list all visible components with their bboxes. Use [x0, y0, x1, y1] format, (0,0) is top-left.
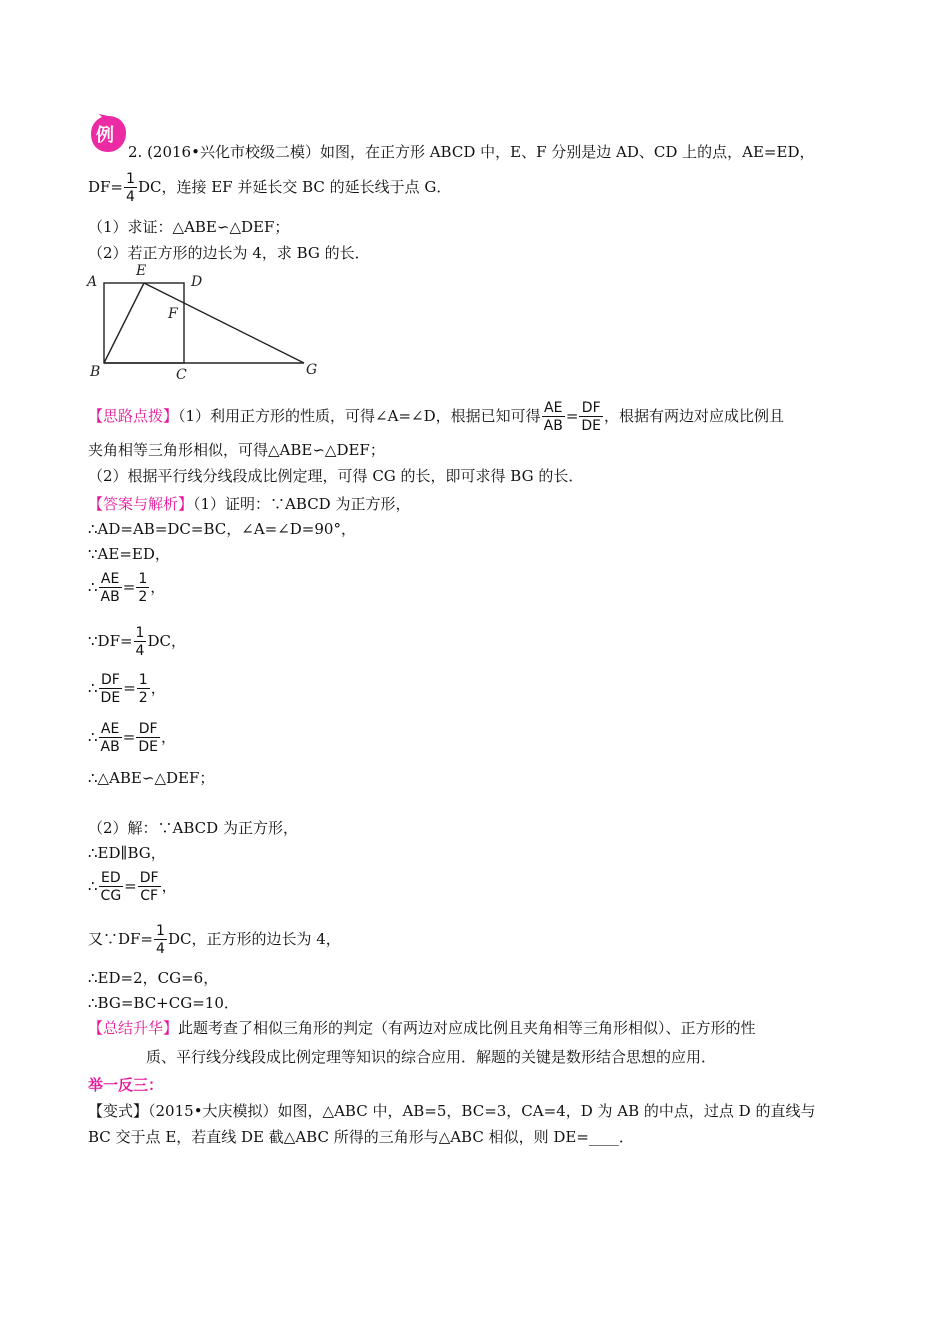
label-f: F: [168, 306, 178, 322]
fraction: [579, 401, 603, 433]
square-abcd: [104, 283, 184, 363]
practice-text-1: （2015•大庆模拟）如图，△ABC 中，AB=5，BC=3，CA=4，D 为 AB 的中点，过点 D 的直线与: [148, 1102, 816, 1120]
fraction-denominator: 2: [138, 589, 148, 605]
fraction-numerator: DF: [136, 722, 160, 738]
fraction-numerator: DF: [139, 870, 159, 886]
fraction-numerator: DF: [99, 673, 123, 689]
problem-line-2-pre: DF=: [88, 178, 124, 196]
equals-sign: =: [122, 728, 136, 746]
fraction-numerator: AE: [99, 572, 122, 588]
answer-part-2-step-2: [88, 871, 177, 903]
label-a: A: [87, 274, 98, 290]
fraction: [136, 572, 149, 604]
hint-line-3: （2）根据平行线分线段成比例定理，可得 CG 的长，即可求得 BG 的长．: [88, 467, 584, 485]
hint-tag: 【思路点拨】: [88, 407, 179, 425]
fraction-denominator: AB: [100, 589, 120, 605]
problem-line-2: [88, 172, 451, 204]
fraction-denominator: CG: [100, 888, 122, 904]
answer-step-1: ∴AD=AB=DC=BC，∠A=∠D=90°，: [88, 520, 356, 538]
step-prefix: ∴: [88, 578, 98, 596]
fraction: [99, 572, 122, 604]
label-b: B: [90, 364, 101, 380]
summary-text-1: 此题考查了相似三角形的判定（有两边对应成比例且夹角相等三角形相似）、正方形的性: [178, 1019, 756, 1037]
example-badge: [88, 114, 128, 154]
label-e: E: [136, 263, 147, 279]
equals-sign: =: [123, 679, 136, 697]
fraction-denominator: 4: [126, 189, 135, 205]
step-prefix: ∴: [88, 877, 98, 895]
answer-part-2-step-5: ∴BG=BC+CG=10．: [88, 994, 239, 1012]
fraction-numerator: 1: [138, 571, 148, 587]
answer-step-7: ∴△ABE∽△DEF；: [88, 769, 215, 787]
label-g: G: [306, 362, 318, 378]
problem-line-2-post: DC，连接 EF 并延长交 BC 的延长线于点 G．: [137, 178, 452, 196]
step-prefix: 又∵DF=: [88, 930, 154, 948]
hint-line-1-post: ，根据有两边对应成比例且: [604, 407, 785, 425]
fraction: [154, 924, 167, 956]
fraction-numerator: 1: [138, 672, 148, 688]
question-1: （1）求证：△ABE∽△DEF；: [88, 218, 290, 236]
equals-sign: =: [124, 877, 137, 895]
badge-label: 例: [96, 125, 114, 146]
label-c: C: [176, 367, 187, 383]
step-prefix: ∴: [88, 728, 98, 746]
fraction-denominator: 2: [138, 690, 148, 706]
practice-line-1: [88, 1101, 815, 1121]
fraction-denominator: DE: [581, 418, 602, 434]
answer-tag: 【答案与解析】: [88, 495, 194, 513]
step-prefix: ∵DF=: [88, 632, 133, 650]
fraction: [138, 871, 161, 903]
fraction-denominator: 4: [156, 941, 165, 957]
step-suffix: ，: [161, 877, 177, 895]
fraction-numerator: 1: [156, 923, 165, 939]
step-suffix: DC，: [147, 632, 186, 650]
fraction-numerator: AE: [99, 722, 122, 738]
hint-line-2: 夹角相等三角形相似，可得△ABE∽△DEF；: [88, 441, 385, 459]
equals-sign: =: [122, 578, 136, 596]
fraction: [542, 401, 565, 433]
fraction-denominator: 4: [135, 643, 145, 659]
question-2: （2）若正方形的边长为 4，求 BG 的长．: [88, 244, 370, 262]
practice-tag: 【变式】: [88, 1102, 149, 1120]
summary-tag: 【总结升华】: [88, 1019, 179, 1037]
problem-line-1: 2. (2016•兴化市校级二模）如图，在正方形 ABCD 中，E、F 分别是边 AD、CD 上的点，AE=ED，: [128, 143, 815, 161]
answer-step-3: [88, 572, 165, 604]
summary-line-1: [88, 1018, 756, 1038]
answer-step-2: ∵AE=ED，: [88, 545, 170, 563]
step-suffix: DC，正方形的边长为 4，: [167, 930, 341, 948]
step-prefix: ∴: [88, 679, 98, 697]
hint-line-1-pre: （1）利用正方形的性质，可得∠A=∠D，根据已知可得: [178, 407, 541, 425]
fraction: [137, 673, 150, 705]
label-d: D: [191, 274, 203, 290]
answer-step-4: [88, 626, 186, 658]
fraction-numerator: DF: [579, 401, 603, 417]
fraction: [136, 722, 160, 754]
answer-header: [88, 494, 410, 514]
hint-line-1: [88, 401, 784, 433]
segment-be: [104, 283, 144, 363]
segment-eg: [144, 283, 304, 363]
answer-part-2-step-1: ∴ED∥BG，: [88, 844, 166, 862]
fraction-denominator: DE: [100, 690, 121, 706]
fraction-denominator: AB: [100, 739, 120, 755]
answer-head: （1）证明：∵ABCD 为正方形，: [193, 495, 411, 513]
answer-part-2-head: （2）解：∵ABCD 为正方形，: [88, 819, 298, 837]
geometry-figure: [84, 262, 324, 384]
fraction: [99, 871, 124, 903]
fraction: [134, 626, 147, 658]
fraction: [99, 722, 122, 754]
fraction: [124, 172, 137, 204]
step-suffix: ，: [150, 578, 166, 596]
answer-part-2-step-3: [88, 924, 341, 956]
fraction-numerator: ED: [99, 871, 124, 887]
practice-heading: 举一反三：: [88, 1076, 164, 1094]
fraction-denominator: DE: [138, 739, 158, 755]
fraction-numerator: 1: [126, 171, 135, 187]
fraction-denominator: AB: [543, 418, 563, 434]
fraction: [99, 673, 123, 705]
step-suffix: ，: [160, 728, 176, 746]
fraction-denominator: CF: [140, 888, 159, 904]
practice-line-2: BC 交于点 E，若直线 DE 截△ABC 所得的三角形与△ABC 相似，则 DE=____．: [88, 1128, 634, 1146]
answer-step-5: [88, 673, 166, 705]
step-suffix: ，: [150, 679, 166, 697]
equals-sign: =: [565, 407, 579, 425]
fraction-numerator: AE: [542, 401, 565, 417]
fraction-numerator: 1: [135, 625, 145, 641]
answer-step-6: [88, 722, 176, 754]
summary-line-2: 质、平行线分线段成比例定理等知识的综合应用．解题的关键是数形结合思想的应用．: [146, 1048, 717, 1066]
answer-part-2-step-4: ∴ED=2，CG=6，: [88, 969, 219, 987]
example-badge-icon: [88, 114, 128, 154]
